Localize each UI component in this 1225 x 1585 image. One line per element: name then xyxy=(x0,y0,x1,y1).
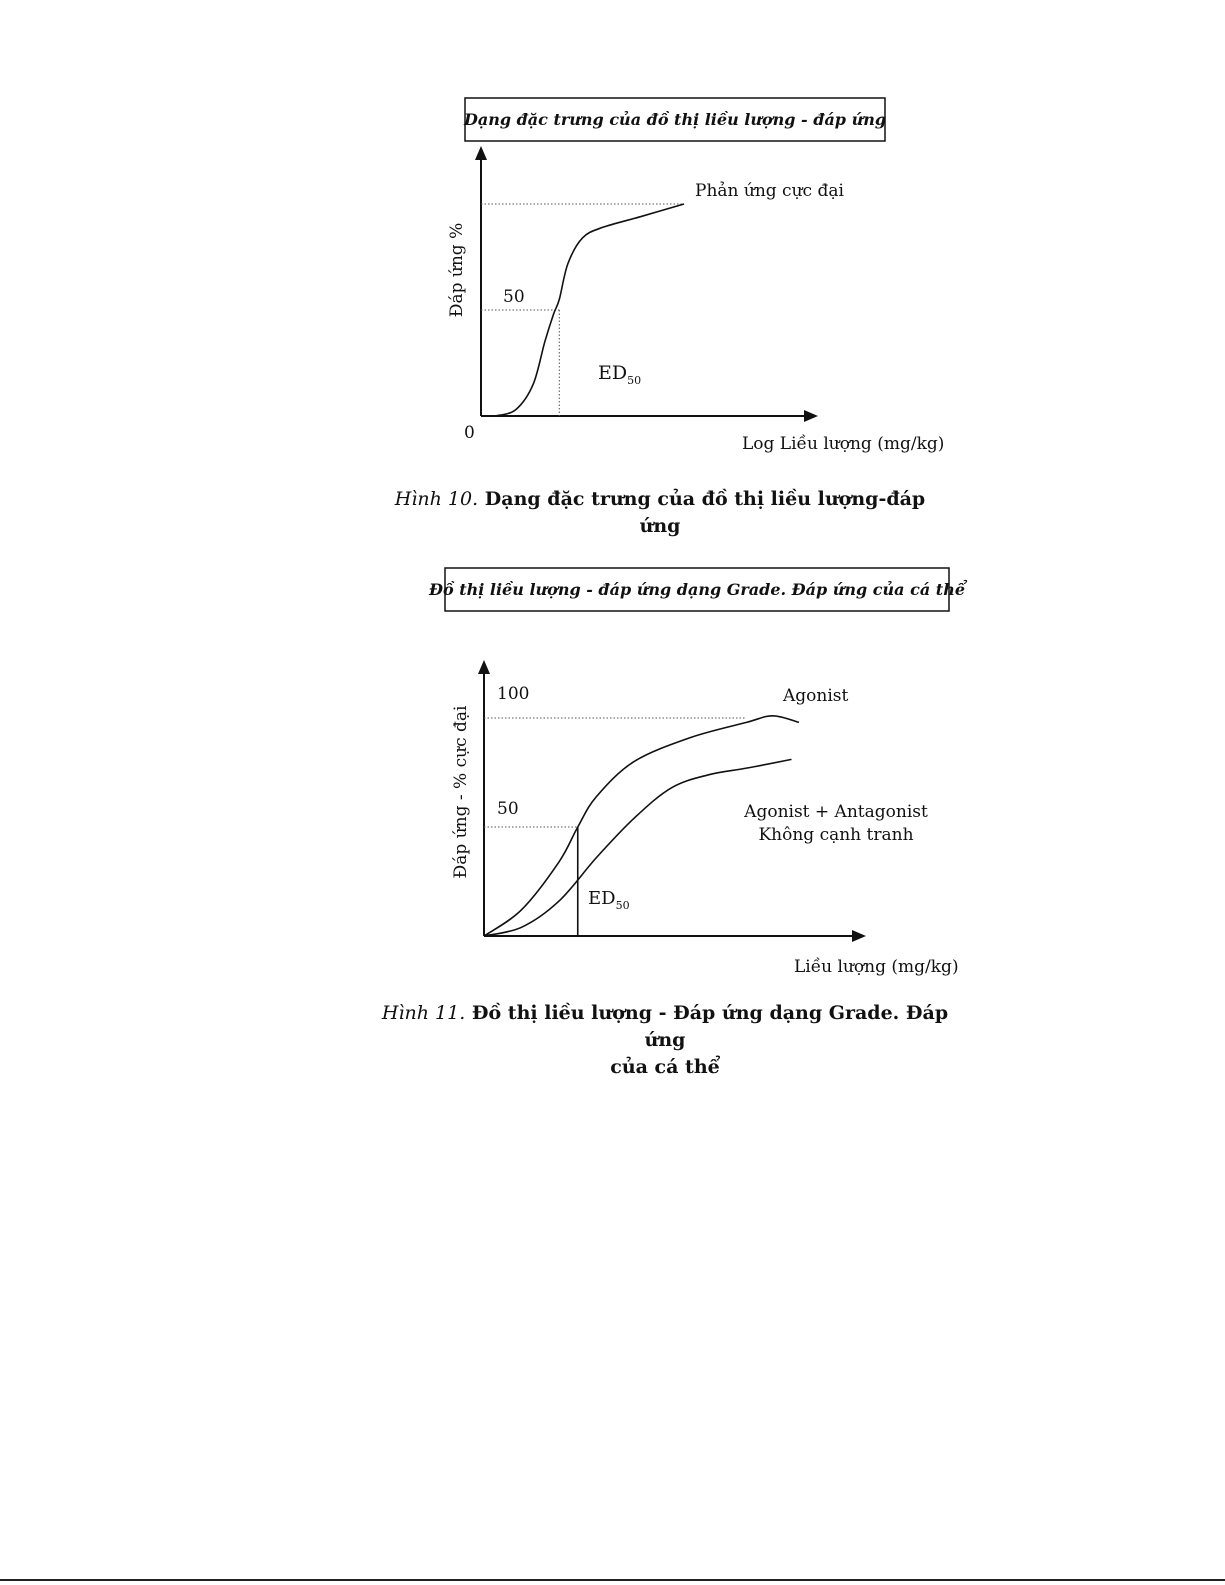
figure-11-title: Đồ thị liều lượng - đáp ứng dạng Grade. Đáp ứng của cá thể xyxy=(429,580,965,599)
figure-11-ytick-50: 50 xyxy=(497,799,519,819)
figure-10-origin-label: 0 xyxy=(464,423,475,443)
figure-11-x-axis-label: Liều lượng (mg/kg) xyxy=(794,957,959,977)
figure-11-caption-line-2: của cá thể xyxy=(610,1056,720,1078)
figure-11-ed50-label: $ED_{50}$ xyxy=(588,888,630,912)
figure-11-x-arrow xyxy=(852,930,866,942)
figure-10-ed50-label: $ED_{50}$ xyxy=(598,362,642,387)
figure-11-caption-text: Đồ thị liều lượng - Đáp ứng dạng Grade. Đáp ứng xyxy=(471,1002,949,1051)
figure-11-curve-agonist-antagonist xyxy=(484,759,792,936)
figure-10-chart xyxy=(0,0,1225,475)
figure-11-chart xyxy=(0,560,1225,980)
figure-11-y-axis-label: Đáp ứng - % cực đại xyxy=(451,705,471,879)
figure-10-title: Dạng đặc trưng của đồ thị liều lượng - đáp ứng xyxy=(463,110,887,129)
figure-11-caption xyxy=(370,1000,960,1081)
figure-10-caption xyxy=(380,486,940,540)
figure-11-y-arrow xyxy=(478,660,490,674)
figure-10-x-arrow xyxy=(804,410,818,422)
figure-11-ytick-100: 100 xyxy=(497,684,530,704)
figure-10-caption-number: Hình 10. xyxy=(394,488,479,510)
figure-10-max-response-label: Phản ứng cực đại xyxy=(695,181,844,201)
figure-10-x-axis-label: Log Liều lượng (mg/kg) xyxy=(742,434,945,454)
page-bottom-rule xyxy=(0,1579,1225,1581)
figure-10-y-arrow xyxy=(475,146,487,160)
figure-11-agonist-antagonist-label-2: Không cạnh tranh xyxy=(758,825,914,845)
figure-11-agonist-antagonist-label: Agonist + Antagonist xyxy=(744,802,928,822)
figure-11-caption-line-1 xyxy=(370,1000,960,1054)
figure-11-caption-number: Hình 11. xyxy=(381,1002,466,1024)
figure-10-caption-text: Dạng đặc trưng của đồ thị liều lượng-đáp ứng xyxy=(484,488,926,537)
figure-11-curve-agonist xyxy=(484,716,799,936)
figure-10-ytick-50: 50 xyxy=(503,287,525,307)
figure-10-y-axis-label: Đáp ứng % xyxy=(447,222,467,318)
figure-11-agonist-label: Agonist xyxy=(783,686,849,706)
